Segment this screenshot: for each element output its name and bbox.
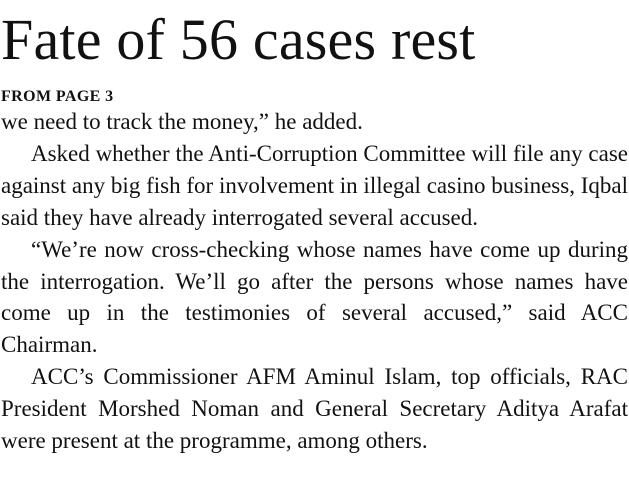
headline: Fate of 56 cases rest [1, 7, 476, 72]
paragraph: Asked whether the Anti-Corruption Committee will file any case against any big fish for involvement in illegal casino business, Iqbal said they have already interrogated several accused. [1, 140, 628, 230]
paragraph: ACC’s Commissioner AFM Aminul Islam, top officials, RAC President Morshed Noman and General Secretary Aditya Arafat were present at the programme, among others. [1, 364, 628, 454]
paragraph: “We’re now cross-checking whose names have come up during the interrogation. We’ll go after the persons whose names have come up in the testimonies of several accused,” said ACC Chairman. [1, 236, 628, 358]
article-body [1, 106, 628, 457]
continuation-label: FROM PAGE 3 [1, 88, 114, 105]
paragraph-continued: we need to track the money,” he added. [1, 109, 363, 134]
